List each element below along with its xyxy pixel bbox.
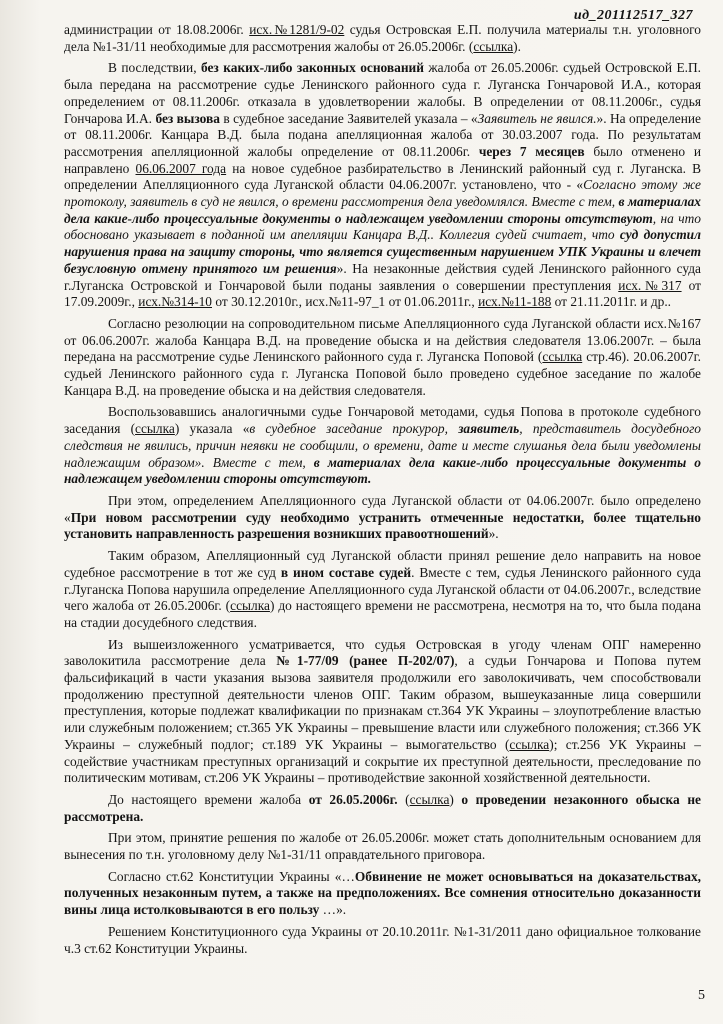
paragraph-p1	[64, 60, 701, 311]
text-run: на новое судебное разбирательство в Ленинский районный суд г. Луганска. В определении Апелляционного суда Луганской области 04.06.2007г. установлено, что - «	[64, 160, 701, 193]
text-run: Из вышеизложенного усматривается, что судья Островская в угоду членам ОПГ намеренно заволокитила рассмотрение дела	[64, 636, 701, 669]
text-run: ) указала «	[174, 421, 250, 437]
text-run: (	[397, 791, 410, 807]
text-run: …».	[319, 902, 347, 918]
page-number: 5	[698, 988, 705, 1003]
text-run: в материалах дела какие-либо процессуальные документы о надлежащем уведомлении стороны отсутствуют	[64, 194, 701, 226]
text-run: )	[449, 791, 462, 807]
text-run: суд допустил нарушения права на защиту стороны, что является существенным нарушением УПК Украины и влечет безусловную отмену принятого им решения	[64, 227, 701, 276]
paragraph-p2	[64, 316, 701, 400]
text-run: администрации от 18.08.2006г.	[64, 22, 250, 37]
text-run: от 26.05.2006г.	[308, 791, 398, 807]
text-run: заявитель	[458, 421, 520, 437]
text-run: , представитель досудебного следствия не явились, причин неявки не сообщили, о времени, дате и месте слушанья дела были уведомлены надлежащим образом». Вместе с тем,	[64, 421, 701, 470]
reference-link[interactable]: ссылка	[230, 598, 270, 614]
text-run: Решением Конституционного суда Украины от 20.10.2011г. №1-31/2011 дано официальное толкование ч.3 ст.62 Конституции Украины.	[64, 923, 701, 956]
text-run: ).	[513, 38, 521, 54]
reference-link[interactable]: ссылка	[409, 791, 450, 807]
text-run: В последствии,	[108, 60, 201, 76]
paragraph-p9	[64, 869, 701, 919]
text-run: без каких-либо законных оснований	[200, 60, 424, 76]
text-run: Воспользовавшись аналогичными судье Гончаровой методами, судья Попова в протоколе судебного заседания (	[64, 404, 701, 437]
paragraph-p5	[64, 548, 701, 632]
text-run: ) до настоящего времени не рассмотрена, несмотря на то, что была подана на стадии досудебного следствия.	[64, 598, 701, 630]
text-run: о проведении незаконного обыска не рассмотрена.	[64, 791, 701, 824]
text-run: Согласно резолюции на сопроводительном письме Апелляционного суда Луганской области исх.№167 от 06.06.2007г. жалоба Канцара В.Д. на проведение обыска и на действия следователя 13.06.2007г. – была передана на рассмотрение судье Ленинского районного суда г. Луганска Поповой (	[64, 315, 701, 365]
text-run: , на что обосновано указывает в поданной им апелляции Канцара В.Д.. Коллегия судей считает, что	[64, 210, 702, 243]
text-run: , а судьи Гончарова и Попова путем фальсификаций в части указания вызова заявителя продолжили его заволокичивать, чем способствовали продолжению преступной деятельности членов ОПГ. Таким образом, вышеуказанные лица совершили преступления, которые подлежат квалификации по признакам ст.364 УК Украины – злоупотребление властью или служебным положением; ст.365 УК Украины – превышение власти или служебного положения; ст.366 УК Украины – служебный подлог; ст.189 УК Украины – вымогательство (	[64, 653, 701, 752]
paragraph-p8	[64, 830, 701, 863]
text-run: от 17.09.2009г.,	[64, 277, 701, 310]
text-run: Согласно этому же протоколу, заявитель в суд не явился, о времени рассмотрения дела уведомлялся. Вместе с тем,	[64, 177, 701, 210]
paragraph-p4	[64, 493, 701, 543]
text-run: через 7 месяцев	[478, 143, 585, 159]
text-run: в судебное заседание Заявителей указала – «	[219, 110, 478, 126]
text-run: Заявитель не явился.	[477, 110, 597, 126]
reference-link[interactable]: ссылка	[135, 421, 175, 437]
text-run: При этом, определением Апелляционного суда Луганской области от 04.06.2007г. было определено «	[64, 492, 701, 525]
text-run: Согласно ст.62 Конституции Украины «…	[108, 868, 355, 884]
text-run: без вызова	[155, 110, 220, 126]
text-run: в судебное заседание прокурор,	[249, 421, 459, 437]
reference-link[interactable]: исх.№314-10	[138, 294, 212, 310]
text-run: №1-77/09 (ранее П-202/07)	[276, 653, 455, 669]
text-run: стр.46). 20.06.2007г. судьей Ленинского районного суда г. Луганска Поповой было проведено судебное заседание по жалобе Канцара В.Д. на проведение обыска и на действия следователя.	[64, 349, 701, 398]
paragraph-p3	[64, 404, 701, 488]
reference-link[interactable]: 06.06.2007 года	[135, 160, 227, 176]
text-run: При новом рассмотрении суду необходимо устранить отмеченные недостатки, более тщательно установить направленность разрешения возникших правоотношений	[64, 509, 701, 542]
text-run: Таким образом, Апелляционный суд Луганской области принял решение дело направить на новое судебное рассмотрение в тот же суд	[64, 548, 701, 580]
text-run: судья Островская Е.П. получила материалы т.н. уголовного дела №1-31/11 необходимые для рассмотрения жалобы от 26.05.2006г. (	[64, 22, 701, 54]
text-run: До настоящего времени жалоба	[108, 791, 309, 807]
text-run: жалоба от 26.05.2006г. судьей Островской Е.П. была передана на рассмотрение судье Ленинского районного суда г. Луганска Гончаровой И.А., которая определением от 08.11.2006г. отказала в удовлетворении жалобы. В определении от 08.11.2006г., судья Гончарова И.А.	[64, 60, 701, 126]
paragraph-p10	[64, 924, 701, 957]
text-run: . Вместе с тем, судья Ленинского районного суда г.Луганска Попова нарушила определение Апелляционного суда Луганской области от 04.06.2007г., вследствие чего жалоба от 26.05.2006г. (	[64, 564, 701, 614]
text-run: ); ст.256 УК Украины – содействие участникам преступных организаций и сокрытие их преступной деятельности, преследование по политическим мотивам, ст.206 УК Украины – противодействие законной хозяйственной деятельности.	[64, 736, 701, 786]
text-run: ». На определение от 08.11.2006г. Канцара В.Д. была подана апелляционная жалоба от 30.03.2007 года. По результатам рассмотрения апелляционной жалобы определение от 08.11.2006г.	[64, 110, 701, 159]
reference-link[interactable]: ссылка	[542, 349, 583, 365]
paragraph-p0	[64, 22, 701, 55]
text-run: в ином составе судей	[280, 564, 412, 580]
text-run: Обвинение не может основываться на доказательствах, полученных незаконным путем, а также на предположениях. Все сомнения относительно доказанности вины лица истолковываются в его пользу	[64, 868, 701, 918]
paragraph-p6	[64, 637, 701, 787]
document-body	[64, 22, 701, 957]
reference-link[interactable]: исх.№11-188	[478, 294, 552, 310]
text-run: ». На незаконные действия судей Ленинского районного суда г.Луганска Островской и Гончаровой были поданы заявления о совершении преступления	[64, 260, 701, 293]
reference-link[interactable]: ссылка	[473, 38, 514, 54]
text-run: в материалах дела какие-либо процессуальные документы о надлежащем уведомлении стороны отсутствуют.	[64, 454, 701, 487]
reference-link[interactable]: исх.№1281/9-02	[249, 22, 345, 37]
text-run: от 21.11.2011г. и др..	[551, 294, 672, 310]
reference-link[interactable]: ссылка	[509, 736, 550, 752]
text-run: При этом, принятие решения по жалобе от 26.05.2006г. может стать дополнительным основанием для вынесения по т.н. уголовному делу №1-31/11 оправдательного приговора.	[64, 830, 701, 863]
document-id: ид_201112517_327	[573, 8, 693, 23]
paragraph-p7	[64, 792, 701, 825]
reference-link[interactable]: исх.№317	[618, 277, 682, 293]
text-run: ».	[488, 526, 499, 542]
text-run: было отменено и направлено	[64, 143, 702, 176]
text-run: от 30.12.2010г., исх.№11-97_1 от 01.06.2011г.,	[212, 294, 479, 310]
